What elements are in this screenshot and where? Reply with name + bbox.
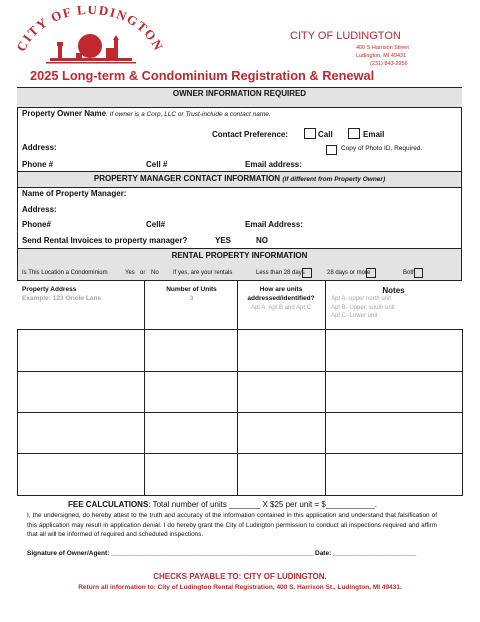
col-header-how2: addressed/identified? (247, 295, 315, 302)
svg-text:CITY OF LUDINGTON: CITY OF LUDINGTON (13, 6, 167, 54)
manager-section-title-row (17, 174, 462, 183)
photo-id-label: Copy of Photo ID, Required. (341, 145, 423, 152)
owner-name-note: : If owner is a Corp, LLC or Trust-include a contact name. (106, 111, 271, 118)
rule (17, 187, 462, 188)
condo-question: Is This Location a Condominium (22, 270, 108, 276)
table-cell[interactable] (144, 371, 238, 413)
table-cell[interactable] (17, 371, 145, 413)
owner-section-title: OWNER INFORMATION REQUIRED (172, 89, 307, 98)
checks-payable: CHECKS PAYABLE TO: CITY OF LUDINGTON. (153, 572, 327, 581)
notes-example-2: Apt B- Upper, south unit (331, 305, 395, 311)
rental-section-title: RENTAL PROPERTY INFORMATION (171, 251, 308, 260)
contact-preference-label: Contact Preference: (212, 130, 289, 139)
col-header-address: Property Address (22, 286, 77, 293)
city-address-line2: Ludington, MI 49431 (356, 53, 407, 59)
option-both: Both (403, 270, 416, 276)
table-cell[interactable] (17, 412, 145, 454)
owner-email-label: Email address: (245, 160, 302, 169)
condo-no[interactable]: No (151, 270, 159, 276)
table-cell[interactable] (144, 329, 238, 372)
table-cell[interactable] (237, 453, 326, 496)
table-cell[interactable] (144, 453, 238, 496)
manager-email-label: Email Address: (245, 220, 303, 229)
rule (17, 495, 462, 496)
form-title: 2025 Long-term & Condominium Registration & Renewal (30, 68, 375, 83)
owner-address-label: Address: (22, 143, 57, 152)
table-cell[interactable] (237, 412, 326, 454)
option-28-more: 28 days or more (327, 270, 371, 276)
fee-text: : Total number of units _______ X $25 per unit = $___________. (148, 500, 377, 509)
notes-example-3: Apt C- Lower unit (331, 313, 378, 319)
rule (17, 171, 462, 172)
call-label: Call (318, 130, 333, 139)
email-checkbox[interactable] (348, 128, 360, 139)
address-example: Example: 123 Oriole Lane (22, 295, 102, 302)
city-address-line1: 400 S Harrison Street (356, 45, 409, 51)
both-checkbox[interactable] (414, 268, 423, 278)
table-cell[interactable] (144, 412, 238, 454)
table-cell[interactable] (325, 371, 463, 413)
table-cell[interactable] (237, 329, 326, 372)
manager-cell-label: Cell# (146, 220, 166, 229)
signature-line[interactable]: Signature of Owner/Agent: ________________________________________________________ (27, 550, 314, 557)
condo-or: or (140, 270, 146, 276)
table-cell[interactable] (325, 453, 463, 496)
rule (17, 280, 462, 281)
less-28-checkbox[interactable] (302, 268, 312, 278)
manager-section-title: PROPERTY MANAGER CONTACT INFORMATION (93, 174, 281, 183)
notes-example-1: Apt A- upper north unit (331, 296, 392, 302)
more-28-checkbox[interactable] (366, 268, 376, 278)
manager-address-label: Address: (22, 205, 57, 214)
form-right-border (461, 107, 462, 280)
table-cell[interactable] (17, 453, 145, 496)
fee-row (68, 500, 377, 509)
photo-id-checkbox[interactable] (326, 145, 337, 155)
option-less-28: Less than 28 days (256, 270, 305, 276)
owner-cell-label: Cell # (146, 160, 168, 169)
city-phone: (231) 843-2956 (370, 61, 408, 67)
condo-yes[interactable]: Yes (125, 270, 135, 276)
table-cell[interactable] (325, 329, 463, 372)
invoice-yes[interactable]: YES (215, 236, 232, 245)
how-example: Apt A, Apt B and Apt C (250, 305, 312, 311)
manager-section-note: (if different from Property Owner) (282, 176, 386, 183)
owner-phone-label: Phone # (22, 160, 54, 169)
invoice-question: Send Rental Invoices to property manager? (22, 236, 188, 245)
call-checkbox[interactable] (304, 128, 316, 139)
owner-name-row (22, 109, 271, 118)
col-header-notes: Notes (382, 286, 405, 295)
city-logo (10, 6, 170, 68)
manager-phone-label: Phone# (22, 220, 51, 229)
rule (17, 107, 462, 108)
table-cell[interactable] (237, 371, 326, 413)
fee-label: FEE CALCULATIONS (68, 500, 149, 509)
email-pref-label: Email (363, 130, 385, 139)
invoice-no[interactable]: NO (256, 236, 268, 245)
col-header-how1: How are units (259, 286, 303, 293)
return-address: Return all information to: City of Ludington Rental Registration, 400 S. Harrison St., Ludington, MI 49431. (78, 584, 402, 591)
manager-name-label: Name of Property Manager: (22, 189, 127, 198)
table-cell[interactable] (325, 412, 463, 454)
form-left-border (17, 107, 18, 280)
rule (17, 248, 462, 249)
city-name: CITY OF LUDINGTON (290, 30, 401, 42)
owner-name-label: Property Owner Name (22, 109, 107, 118)
attestation-text: I, the undersigned, do hereby attest to the truth and accuracy of the information contained in this application and understand that falsification of this application may result in application denial. I do hereby grant the City of Ludington permission to conduct all inspections required and affirm that all will be informed of required and scheduled inspections. (27, 512, 437, 538)
col-header-units: Number of Units (166, 286, 217, 293)
units-example: 3 (189, 295, 194, 302)
rentals-question: If yes, are your rentals (173, 270, 233, 276)
rule (17, 87, 462, 88)
date-line[interactable]: Date: _______________________ (315, 550, 417, 557)
table-cell[interactable] (17, 329, 145, 372)
